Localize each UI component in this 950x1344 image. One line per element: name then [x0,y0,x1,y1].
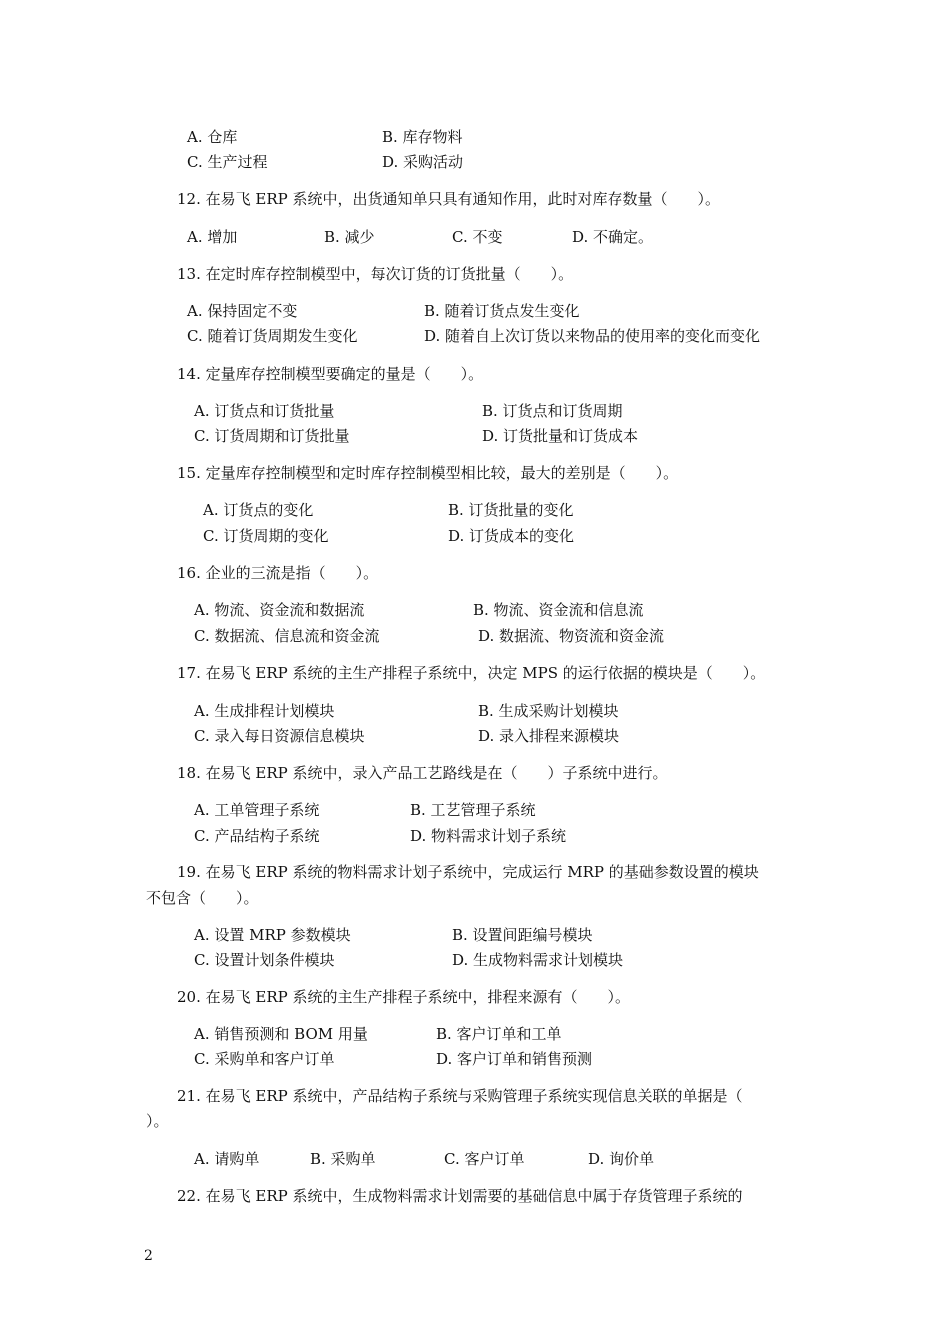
q16-option-a: A. 物流、资金流和数据流 [194,601,365,619]
q14-option-c: C. 订货周期和订货批量 [194,427,350,445]
q15-option-a: A. 订货点的变化 [203,501,314,519]
q19-option-c: C. 设置计划条件模块 [194,951,335,969]
q21-question-line1: 21. 在易飞 ERP 系统中，产品结构子系统与采购管理子系统实现信息关联的单据是（ [177,1087,743,1105]
q19-option-b: B. 设置间距编号模块 [452,926,593,944]
q21-question-line2: ）。 [146,1112,169,1130]
q13-option-c: C. 随着订货周期发生变化 [187,327,358,345]
q15-option-b: B. 订货批量的变化 [448,501,574,519]
q15-option-d: D. 订货成本的变化 [448,527,575,545]
q18-option-c: C. 产品结构子系统 [194,827,320,845]
q17-option-d: D. 录入排程来源模块 [478,727,620,745]
q13-option-b: B. 随着订货点发生变化 [424,302,580,320]
q14-question: 14. 定量库存控制模型要确定的量是（ ）。 [177,365,484,383]
q17-option-c: C. 录入每日资源信息模块 [194,727,365,745]
q19-option-a: A. 设置 MRP 参数模块 [194,926,351,944]
q12-question: 12. 在易飞 ERP 系统中，出货通知单只具有通知作用，此时对库存数量（ ）。 [177,190,720,208]
q18-option-b: B. 工艺管理子系统 [410,801,536,819]
q11-option-d: D. 采购活动 [382,153,464,171]
q13-question: 13. 在定时库存控制模型中，每次订货的订货批量（ ）。 [177,265,574,283]
q21-option-b: B. 采购单 [310,1150,376,1168]
q19-question-line2: 不包含（ ）。 [146,889,259,907]
q17-question: 17. 在易飞 ERP 系统的主生产排程子系统中，决定 MPS 的运行依据的模块是（ ）。 [177,664,766,682]
q12-option-a: A. 增加 [187,228,238,246]
q18-option-a: A. 工单管理子系统 [194,801,320,819]
q16-question: 16. 企业的三流是指（ ）。 [177,564,379,582]
q16-option-d: D. 数据流、物资流和资金流 [478,627,665,645]
page-number: 2 [144,1248,153,1264]
q18-option-d: D. 物料需求计划子系统 [410,827,567,845]
q16-option-b: B. 物流、资金流和信息流 [473,601,644,619]
q14-option-a: A. 订货点和订货批量 [194,402,335,420]
q11-option-a: A. 仓库 [187,128,238,146]
q17-option-a: A. 生成排程计划模块 [194,702,335,720]
q18-question: 18. 在易飞 ERP 系统中，录入产品工艺路线是在（ ）子系统中进行。 [177,764,668,782]
q15-option-c: C. 订货周期的变化 [203,527,329,545]
q19-question-line1: 19. 在易飞 ERP 系统的物料需求计划子系统中，完成运行 MRP 的基础参数设置的模块 [177,863,759,881]
q14-option-b: B. 订货点和订货周期 [482,402,623,420]
q13-option-a: A. 保持固定不变 [187,302,298,320]
q16-option-c: C. 数据流、信息流和资金流 [194,627,380,645]
q12-option-c: C. 不变 [452,228,503,246]
q20-option-d: D. 客户订单和销售预测 [436,1050,593,1068]
q15-question: 15. 定量库存控制模型和定时库存控制模型相比较，最大的差别是（ ）。 [177,464,679,482]
q12-option-d: D. 不确定。 [572,228,654,246]
q20-question: 20. 在易飞 ERP 系统的主生产排程子系统中，排程来源有（ ）。 [177,988,630,1006]
q20-option-a: A. 销售预测和 BOM 用量 [194,1025,368,1043]
q11-option-c: C. 生产过程 [187,153,268,171]
q12-option-b: B. 减少 [324,228,375,246]
q14-option-d: D. 订货批量和订货成本 [482,427,639,445]
q19-option-d: D. 生成物料需求计划模块 [452,951,624,969]
q11-option-b: B. 库存物料 [382,128,463,146]
q21-option-a: A. 请购单 [194,1150,260,1168]
q22-question-line1: 22. 在易飞 ERP 系统中，生成物料需求计划需要的基础信息中属于存货管理子系统的 [177,1187,743,1205]
q20-option-c: C. 采购单和客户订单 [194,1050,335,1068]
q21-option-c: C. 客户订单 [444,1150,525,1168]
q21-option-d: D. 询价单 [588,1150,655,1168]
q20-option-b: B. 客户订单和工单 [436,1025,562,1043]
q17-option-b: B. 生成采购计划模块 [478,702,619,720]
q13-option-d: D. 随着自上次订货以来物品的使用率的变化而变化 [424,327,761,345]
